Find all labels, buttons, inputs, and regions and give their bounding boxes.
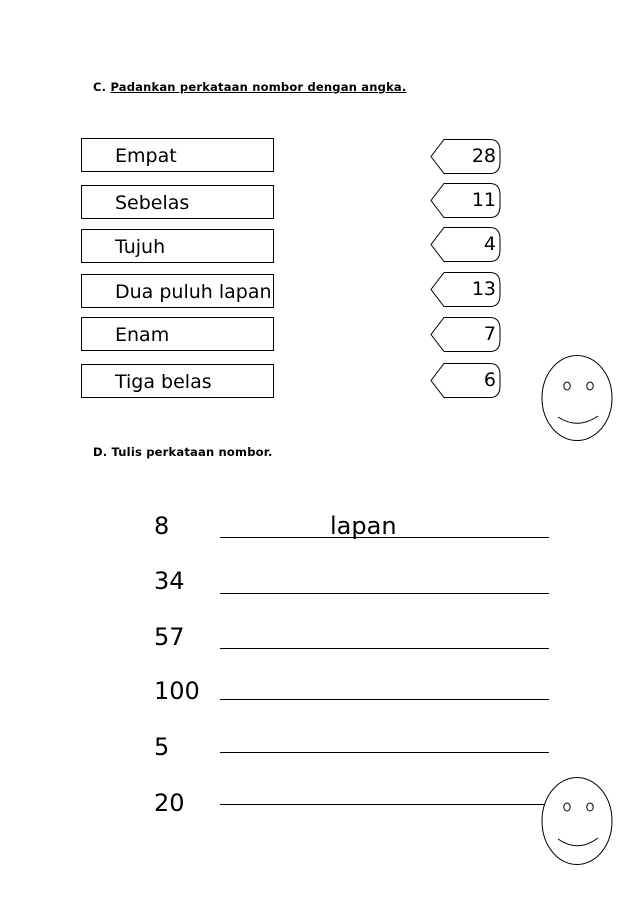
question-number: 100 — [154, 677, 200, 705]
word-label: Enam — [115, 324, 170, 346]
question-number: 5 — [154, 733, 170, 761]
number-label: 11 — [471, 189, 496, 211]
word-label: Dua puluh lapan — [115, 281, 272, 303]
smiley-face-icon — [540, 776, 614, 866]
question-number: 8 — [154, 512, 170, 540]
word-box-enam[interactable] — [81, 317, 274, 351]
answer-line[interactable] — [220, 648, 549, 649]
number-tag-28[interactable] — [430, 139, 501, 174]
answer-line[interactable] — [220, 752, 549, 753]
answer-line[interactable] — [220, 699, 549, 700]
word-box-sebelas[interactable] — [81, 185, 274, 219]
smiley-face-icon — [540, 354, 614, 442]
word-box-tujuh[interactable] — [81, 229, 274, 263]
section-c-letter: C. — [93, 80, 107, 94]
answer-text: lapan — [330, 512, 397, 540]
word-box-dua-puluh-lapan[interactable] — [81, 274, 274, 308]
question-number: 57 — [154, 623, 185, 651]
word-label: Tiga belas — [115, 371, 212, 393]
number-label: 4 — [483, 233, 496, 255]
word-label: Sebelas — [115, 192, 190, 214]
section-d-title: D. Tulis perkataan nombor. — [93, 445, 273, 459]
word-label: Tujuh — [115, 236, 166, 258]
number-tag-4[interactable] — [430, 227, 501, 262]
number-label: 13 — [471, 278, 496, 300]
answer-line[interactable] — [220, 593, 549, 594]
answer-line[interactable] — [220, 804, 549, 805]
word-box-tiga-belas[interactable] — [81, 364, 274, 398]
number-tag-13[interactable] — [430, 272, 501, 307]
section-c-instruction: Padankan perkataan nombor dengan angka. — [110, 80, 407, 94]
word-box-empat[interactable] — [81, 138, 274, 172]
number-label: 28 — [471, 145, 496, 167]
number-tag-11[interactable] — [430, 183, 501, 218]
section-c-title — [93, 80, 406, 94]
question-number: 20 — [154, 789, 185, 817]
question-number: 34 — [154, 567, 185, 595]
number-tag-7[interactable] — [430, 317, 501, 352]
number-label: 6 — [483, 369, 496, 391]
word-label: Empat — [115, 145, 177, 167]
number-label: 7 — [483, 323, 496, 345]
number-tag-6[interactable] — [430, 363, 501, 398]
